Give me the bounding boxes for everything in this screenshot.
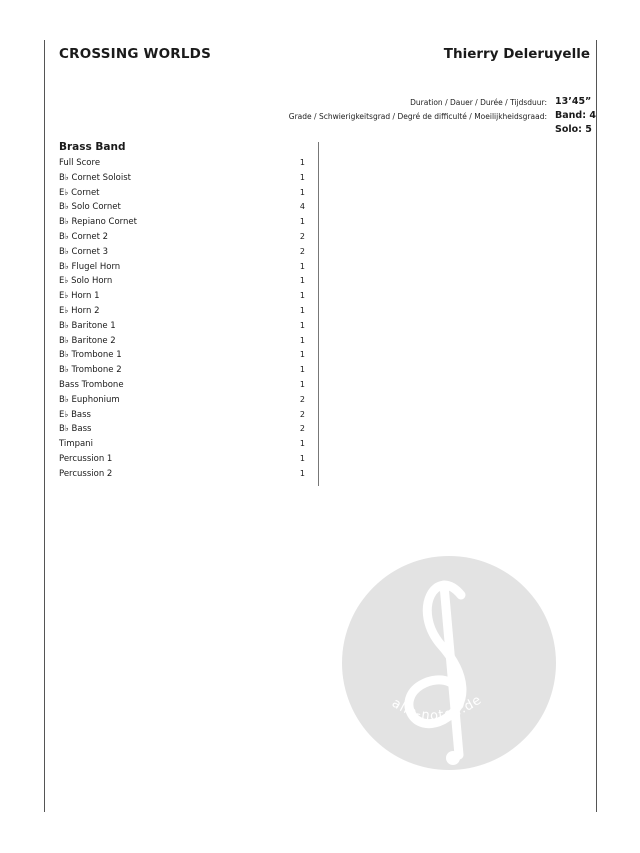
part-row [59, 393, 309, 408]
watermark [341, 555, 557, 771]
grade-label: Grade / Schwierigkeitsgrad / Degré de difficulté / Moeilijkheidsgraad: [288, 112, 547, 121]
part-quantity: 2 [299, 424, 305, 434]
part-row [59, 171, 309, 186]
part-quantity: 1 [299, 439, 305, 449]
composer-name: Thierry Deleruyelle [443, 46, 590, 62]
part-quantity: 1 [299, 261, 305, 271]
part-quantity: 2 [299, 409, 305, 419]
duration-label: Duration / Dauer / Durée / Tijdsduur: [410, 98, 547, 107]
part-row [59, 467, 309, 482]
part-name: B♭ Flugel Horn [59, 261, 121, 272]
part-name: B♭ Solo Cornet [59, 202, 121, 213]
part-row [59, 260, 309, 275]
part-row [59, 348, 309, 363]
part-name: B♭ Euphonium [59, 394, 120, 405]
part-name: B♭ Cornet 3 [59, 246, 109, 257]
part-name: B♭ Bass [59, 424, 92, 435]
part-name: E♭ Bass [59, 409, 91, 420]
left-margin-rule [44, 40, 45, 812]
part-quantity: 1 [299, 365, 305, 375]
part-row [59, 245, 309, 260]
part-name: B♭ Baritone 2 [59, 335, 116, 346]
part-name: B♭ Repiano Cornet [59, 217, 137, 228]
part-row [59, 274, 309, 289]
part-quantity: 1 [299, 187, 305, 197]
part-name: Percussion 2 [59, 468, 113, 479]
part-name: E♭ Horn 2 [59, 305, 100, 316]
solo-grade-value: Solo: 5 [555, 124, 592, 135]
part-quantity: 1 [299, 453, 305, 463]
part-row [59, 289, 309, 304]
part-row [59, 215, 309, 230]
part-name: E♭ Solo Horn [59, 276, 113, 287]
part-row [59, 334, 309, 349]
part-row [59, 304, 309, 319]
part-row [59, 200, 309, 215]
part-quantity: 1 [299, 158, 305, 167]
part-name: E♭ Horn 1 [59, 291, 100, 302]
part-name: B♭ Baritone 1 [59, 320, 116, 331]
part-name: B♭ Cornet Soloist [59, 172, 131, 183]
part-quantity: 1 [299, 335, 305, 345]
part-row [59, 186, 309, 201]
part-row [59, 319, 309, 334]
part-quantity: 1 [299, 350, 305, 360]
part-row [59, 437, 309, 452]
part-row [59, 422, 309, 437]
part-row [59, 156, 309, 171]
part-name: Full Score [59, 158, 101, 168]
part-name: Bass Trombone [59, 379, 124, 390]
part-quantity: 1 [299, 217, 305, 227]
part-name: B♭ Cornet 2 [59, 231, 109, 242]
column-divider [318, 142, 319, 486]
part-quantity: 1 [299, 379, 305, 389]
part-name: E♭ Cornet [59, 187, 100, 198]
part-row [59, 378, 309, 393]
part-quantity: 1 [299, 172, 305, 182]
part-quantity: 2 [299, 246, 305, 256]
part-name: B♭ Trombone 1 [59, 350, 122, 361]
part-row [59, 363, 309, 378]
band-grade-value: Band: 4 [555, 110, 596, 121]
part-quantity: 1 [299, 468, 305, 478]
part-name: Timpani [59, 439, 93, 450]
part-quantity: 1 [299, 276, 305, 286]
parts-list [59, 156, 309, 482]
part-name: Percussion 1 [59, 453, 113, 464]
part-row [59, 408, 309, 423]
section-heading: Brass Band [59, 141, 126, 153]
watermark-text: alle-noten.de [388, 692, 486, 724]
part-row [59, 230, 309, 245]
part-row [59, 452, 309, 467]
part-name: B♭ Trombone 2 [59, 365, 122, 376]
part-quantity: 1 [299, 291, 305, 301]
part-quantity: 1 [299, 305, 305, 315]
duration-value: 13’45” [555, 96, 592, 107]
part-quantity: 2 [299, 231, 305, 241]
piece-title: CROSSING WORLDS [59, 46, 212, 62]
part-quantity: 1 [299, 320, 305, 330]
part-quantity: 4 [299, 202, 305, 212]
right-margin-rule [596, 40, 597, 812]
part-quantity: 2 [299, 394, 305, 404]
